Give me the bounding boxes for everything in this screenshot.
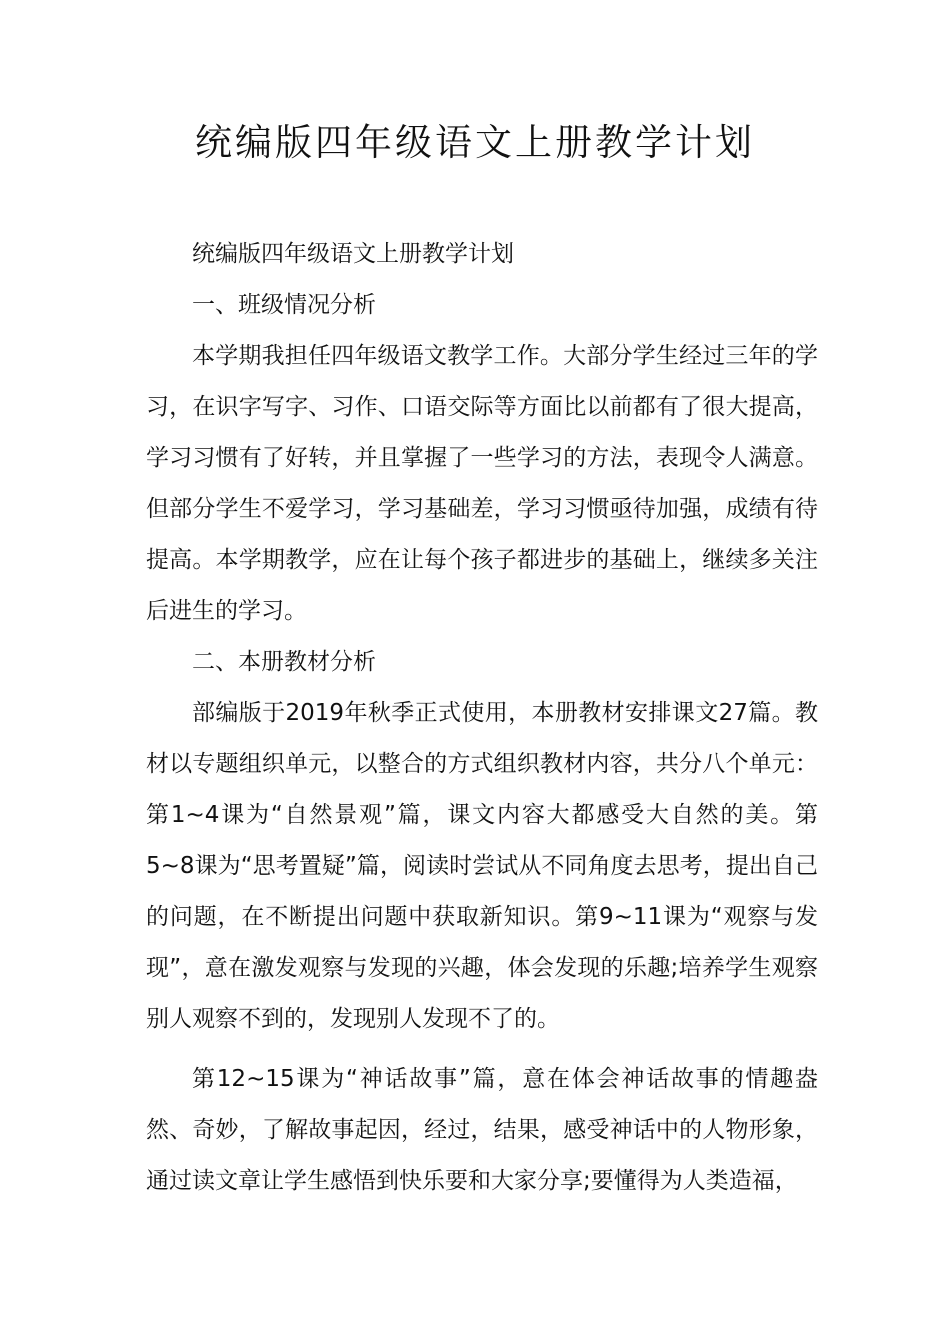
paragraph-subtitle: 统编版四年级语文上册教学计划 <box>192 241 514 267</box>
paragraph-class-analysis: 本学期我担任四年级语文教学工作。大部分学生经过三年的学习，在识字写字、习作、口语交际等方面比以前都有了很大提高，学习习惯有了好转，并且掌握了一些学习的方法，表现令人满意。但部分学生不爱学习，学习基础差，学习习惯亟待加强，成绩有待提高。本学期教学，应在让每个孩子都进步的基础上，继续多关注后进生的学习。 <box>146 343 818 624</box>
document-body <box>146 229 818 1207</box>
section-heading-textbook-analysis: 二、本册教材分析 <box>192 649 376 675</box>
paragraph-textbook-analysis: 部编版于2019年秋季正式使用，本册教材安排课文27篇。教材以专题组织单元，以整合的方式组织教材内容，共分八个单元：第1~4课为“自然景观”篇，课文内容大都感受大自然的美。第5~8课为“思考置疑”篇，阅读时尝试从不同角度去思考，提出自己的问题，在不断提出问题中获取新知识。第9~11课为“观察与发现”，意在激发观察与发现的兴趣，体会发现的乐趣;培养学生观察别人观察不到的，发现别人发现不了的。 <box>146 700 818 1032</box>
document-title: 统编版四年级语文上册教学计划 <box>195 121 755 164</box>
paragraph-myth-stories: 第12~15课为“神话故事”篇，意在体会神话故事的情趣盎然、奇妙，了解故事起因，经过，结果，感受神话中的人物形象，通过读文章让学生感悟到快乐要和大家分享;要懂得为人类造福， <box>146 1066 818 1194</box>
section-heading-class-analysis: 一、班级情况分析 <box>192 292 376 318</box>
